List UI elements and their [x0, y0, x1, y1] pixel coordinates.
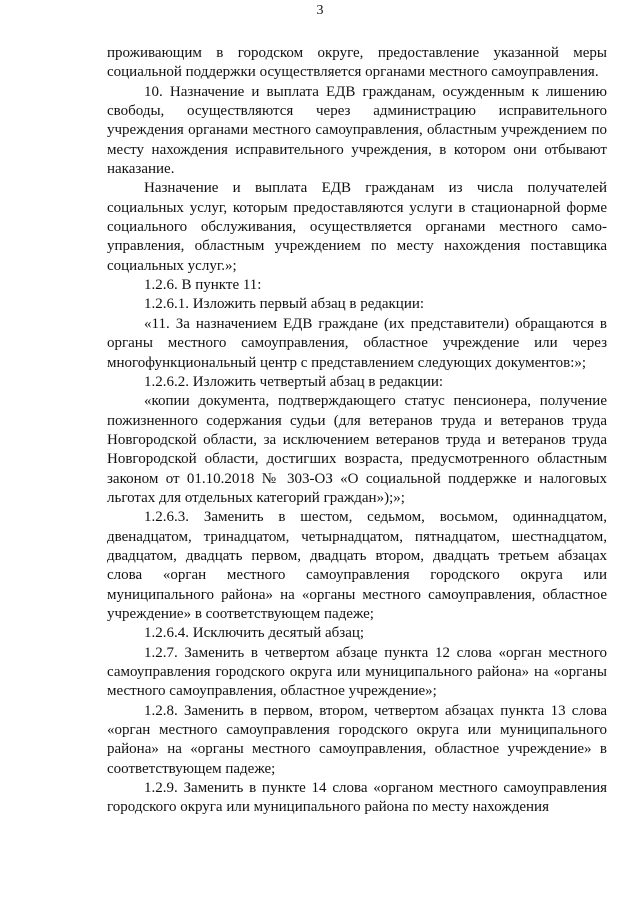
page-number: 3: [316, 3, 324, 18]
paragraph: 10. Назначение и выплата ЕДВ гражданам, осужденным к лишению свободы, осуществляются через администрацию исправительного учреждения органами местного самоуправления, областным учреждением по месту нахождения исправительного учреждения, в котором они отбывают наказание.: [107, 83, 607, 178]
paragraph: «копии документа, подтверждающего статус пенсионера, получение пожизненного содержания судьи (для ветеранов труда и ветеранов труда Новгородской области, за исключением ветеранов труда и ветеранов труда Новгородской области, достигших возраста, предусмотренного областным законом от 01.10.2018 № 303-ОЗ «О социальной поддержке и налоговых льготах для отдельных категорий граждан»);»;: [107, 393, 607, 506]
paragraph: 1.2.6. В пункте 11:: [144, 277, 262, 294]
paragraph: 1.2.8. Заменить в первом, втором, четвертом абзацах пункта 13 слова «орган местного самоуправления городского округа или муниципального района» на «органы местного самоуправления, областное учреждение» в соответствующем падеже;: [107, 702, 607, 777]
paragraph: 1.2.6.1. Изложить первый абзац в редакции:: [144, 296, 425, 313]
paragraph: «11. За назначением ЕДВ граждане (их представители) обращаются в органы местного самоуправления, областное учреждение или через многофункциональный центр с представлением следующих документов:»;: [107, 315, 607, 371]
paragraph: 1.2.6.3. Заменить в шестом, седьмом, восьмом, одиннадцатом, двенадцатом, тринадцатом, четырнадцатом, пятнадцатом, шестнадцатом, двадцатом, двадцать первом, двадцать втором, двадцать третьем абзацах слова «орган местного самоуправления городского округа или муниципального района» на «органы местного самоуправления, областное учреждение» в соответствующем падеже;: [107, 509, 607, 622]
paragraph: 1.2.6.4. Исключить десятый абзац;: [144, 625, 365, 642]
paragraph: проживающим в городском округе, предоставление указанной меры социальной поддержки осуществляется органами местного самоуправления.: [107, 45, 607, 81]
paragraph: Назначение и выплата ЕДВ гражданам из числа получателей социальных услуг, которым предоставляются услуги в стационарной форме социального обслуживания, осуществляется органами местного само-управления, областным учреждением по месту нахождения поставщика социальных услуг.»;: [107, 180, 607, 274]
paragraph: 1.2.9. Заменить в пункте 14 слова «органом местного самоуправления городского округа или муниципального района по месту нахождения: [107, 780, 607, 816]
paragraph: 1.2.7. Заменить в четвертом абзаце пункта 12 слова «орган местного самоуправления городского округа или муниципального района» на «органы местного самоуправления, областное учреждение»;: [107, 644, 607, 700]
paragraph: 1.2.6.2. Изложить четвертый абзац в редакции:: [144, 373, 444, 390]
document-body: [107, 44, 607, 818]
